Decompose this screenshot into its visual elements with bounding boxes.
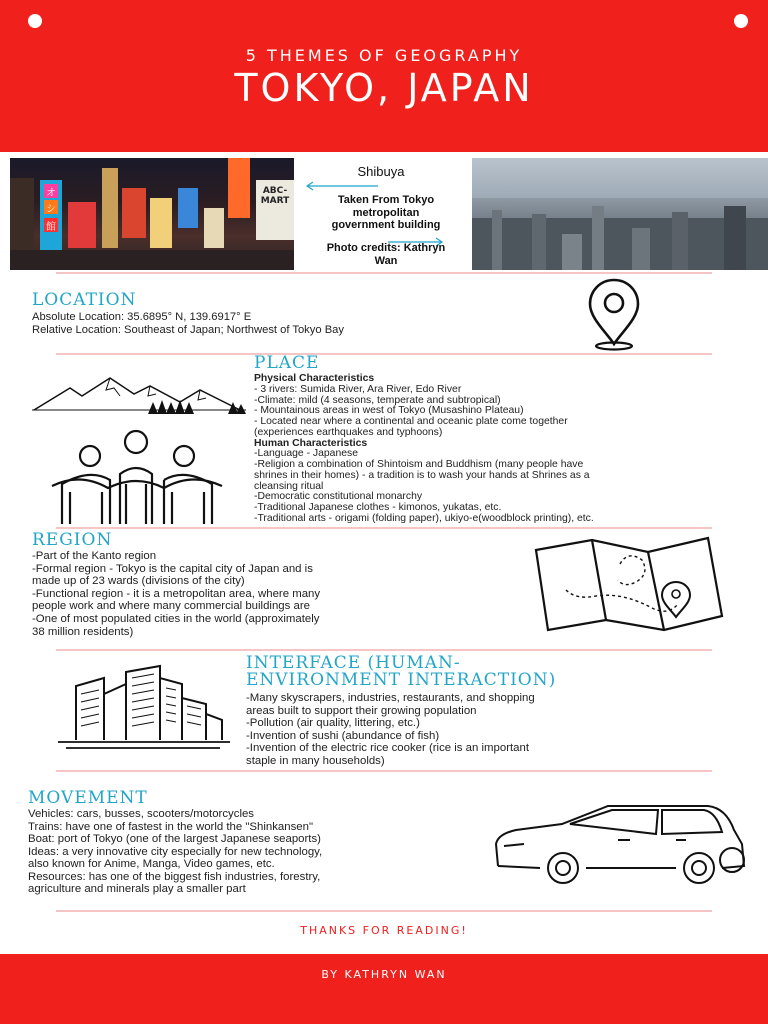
author-credit: BY KATHRYN WAN: [321, 968, 447, 981]
location-text: [32, 311, 344, 336]
map-pin-icon: [566, 274, 662, 352]
caption-line: Taken From Tokyo: [337, 194, 435, 206]
sign-abc-mart: ABC-MART: [256, 180, 294, 240]
place-line: shrines in their homes) - a tradition is to wash your hands at Shrines as a: [254, 469, 590, 481]
region-line: -One of most populated cities in the world (approximately: [32, 612, 320, 625]
location-line: Absolute Location: 35.6895° N, 139.6917° E: [32, 311, 252, 323]
caption-line: government building: [331, 219, 441, 231]
place-line: -Traditional arts - origami (folding paper), ukiyo-e(woodblock printing), etc.: [254, 512, 594, 524]
tokyo-skyline-photo: [472, 158, 768, 270]
place-line: -Democratic constitutional monarchy: [254, 491, 423, 503]
photo-caption-title: Shibuya: [357, 164, 405, 179]
place-line: -Traditional Japanese clothes - kimonos, yukatas, etc.: [254, 502, 502, 513]
arrow-left-icon: [302, 180, 380, 192]
region-line: -Functional region - it is a metropolitan area, where many: [32, 587, 321, 600]
divider: [56, 649, 712, 651]
people-icon: [50, 428, 230, 528]
movement-text: [28, 808, 322, 896]
physical-heading: Physical Characteristics: [254, 373, 375, 384]
region-line: -Part of the Kanto region: [32, 550, 157, 562]
movement-line: Resources: has one of the biggest fish industries, forestry,: [28, 870, 321, 883]
sign-o: オ: [44, 184, 58, 198]
interface-line: -Many skyscrapers, industries, restaurants, and shopping: [246, 692, 535, 704]
sign-kan: 館: [44, 218, 58, 232]
mountains-icon: [30, 372, 248, 422]
interface-line: areas built to support their growing population: [246, 704, 477, 717]
divider: [56, 527, 712, 529]
place-line: - Located near where a continental and oceanic plate come together: [254, 416, 568, 427]
region-title: REGION: [32, 530, 113, 550]
region-line: -Formal region - Tokyo is the capital city of Japan and is: [32, 562, 313, 575]
human-heading: Human Characteristics: [254, 437, 368, 449]
interface-title: [246, 655, 556, 688]
thanks-text: THANKS FOR READING!: [300, 924, 468, 937]
location-title: LOCATION: [32, 290, 137, 310]
region-line: 38 million residents): [32, 625, 134, 638]
place-title: PLACE: [254, 353, 320, 373]
divider: [56, 910, 712, 912]
header-subtitle: 5 THEMES OF GEOGRAPHY: [245, 46, 523, 65]
interface-text: [246, 692, 535, 768]
photo-caption: [300, 194, 472, 232]
movement-line: Trains: have one of fastest in the world the "Shinkansen": [28, 820, 313, 833]
interface-line: -Pollution (air quality, littering, etc.): [246, 717, 420, 730]
interface-title-line: ENVIRONMENT INTERACTION): [246, 669, 557, 690]
movement-title: MOVEMENT: [28, 788, 148, 808]
header-dot-right: [734, 14, 748, 28]
interface-line: -Invention of sushi (abundance of fish): [246, 729, 440, 742]
footer-banner: [0, 954, 768, 1024]
photo-credits: [300, 242, 472, 267]
movement-line: agriculture and minerals play a smaller part: [28, 883, 246, 895]
place-text: [254, 374, 594, 525]
place-line: -Climate: mild (4 seasons, temperate and subtropical): [254, 394, 501, 406]
interface-line: -Invention of the electric rice cooker (rice is an important: [246, 742, 529, 755]
place-line: - 3 rivers: Sumida River, Ara River, Edo River: [254, 383, 462, 395]
movement-line: also known for Anime, Manga, Video games, etc.: [28, 858, 275, 870]
place-line: - Mountainous areas in west of Tokyo (Musashino Plateau): [254, 405, 524, 417]
header-banner: [0, 0, 768, 152]
divider: [56, 770, 712, 772]
credit-line: Wan: [374, 254, 398, 267]
movement-line: Vehicles: cars, busses, scooters/motorcycles: [28, 808, 254, 820]
car-icon: [490, 800, 752, 886]
interface-title-line: INTERFACE (HUMAN-: [246, 653, 461, 673]
credit-line: Photo credits: Kathryn: [326, 242, 446, 254]
page-title: TOKYO, JAPAN: [234, 66, 534, 110]
movement-line: Boat: port of Tokyo (one of the largest Japanese seaports): [28, 833, 321, 845]
location-line: Relative Location: Southeast of Japan; Northwest of Tokyo Bay: [32, 323, 344, 336]
folded-map-icon: [532, 534, 732, 634]
region-text: [32, 550, 320, 638]
sign-shi: シ: [44, 200, 58, 214]
shibuya-photo: [10, 158, 294, 270]
movement-line: Ideas: a very innovative city especially for new technology,: [28, 845, 323, 858]
region-line: people work and where many commercial buildings are: [32, 600, 310, 613]
place-line: (experiences earthquakes and typhoons): [254, 426, 443, 438]
buildings-icon: [56, 664, 232, 756]
divider: [56, 353, 712, 355]
interface-line: staple in many households): [246, 754, 385, 767]
place-line: -Religion a combination of Shintoism and Buddhism (many people have: [254, 459, 584, 470]
caption-line: metropolitan: [352, 206, 420, 219]
region-line: made up of 23 wards (divisions of the city): [32, 575, 245, 588]
header-dot-left: [28, 14, 42, 28]
place-line: cleansing ritual: [254, 480, 324, 492]
place-line: -Language - Japanese: [254, 448, 358, 460]
